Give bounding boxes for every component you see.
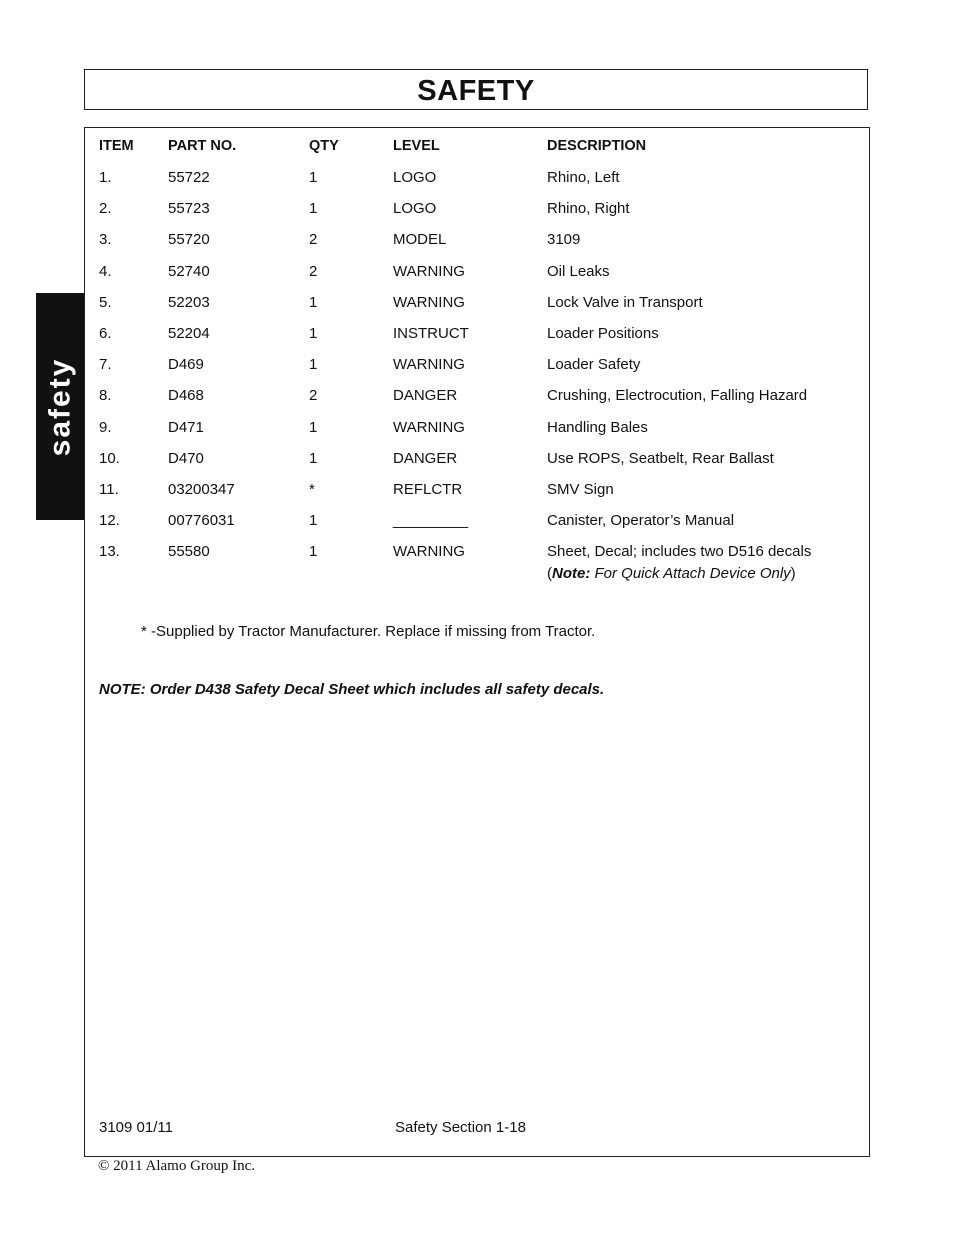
header-item: ITEM [99,138,134,154]
cell-part-no: D468 [168,387,204,405]
cell-item: 2. [99,200,112,218]
cell-part-no: 55722 [168,169,210,186]
cell-qty: * [309,481,315,498]
cell-qty: 1 [309,325,318,342]
cell-description: 3109 [547,231,581,249]
cell-qty: 1 [309,293,318,311]
footer-model-date: 3109 01/11 [99,1119,173,1136]
table-row [85,387,869,407]
cell-item: 3. [99,231,112,249]
cell-item: 5. [99,293,112,311]
copyright: © 2011 Alamo Group Inc. [98,1158,256,1174]
note-close-paren: ) [790,565,796,582]
cell-item: 9. [99,418,112,436]
table-row [85,200,869,220]
cell-description: Lock Valve in Transport [547,293,703,311]
cell-description: Oil Leaks [547,262,610,280]
parts-content-box [84,127,870,1157]
header-qty: QTY [309,138,339,154]
cell-description: Loader Safety [547,356,641,374]
header-box [84,69,868,110]
cell-level: INSTRUCT [393,325,469,342]
header-part-no: PART NO. [168,138,237,154]
cell-description: Rhino, Right [547,200,630,218]
cell-item: 8. [99,387,112,405]
cell-level: WARNING [393,543,465,561]
table-header-row [85,138,869,158]
cell-part-no: 55720 [168,231,210,249]
order-note: NOTE: Order D438 Safety Decal Sheet which includes all safety decals. [99,681,605,698]
row-13-note [547,565,796,582]
cell-part-no: D470 [168,449,204,467]
cell-description: Crushing, Electrocution, Falling Hazard [547,387,808,405]
cell-item: 10. [99,449,120,467]
note-open-paren: ( [547,565,552,582]
cell-part-no: 00776031 [168,512,235,530]
cell-description: Rhino, Left [547,169,620,186]
cell-item: 4. [99,262,112,280]
cell-level: WARNING [393,418,465,436]
cell-part-no: 52204 [168,325,210,342]
cell-qty: 1 [309,418,318,436]
side-tab-label: safety [43,357,76,456]
cell-qty: 1 [309,449,318,467]
cell-part-no: 52740 [168,262,210,280]
cell-part-no: D469 [168,356,204,374]
cell-item: 7. [99,356,112,374]
cell-item: 13. [99,543,120,561]
table-row [85,263,869,283]
cell-qty: 1 [309,169,318,186]
cell-description: Loader Positions [547,325,659,342]
cell-level: LOGO [393,169,437,186]
table-row [85,231,869,251]
header-level: LEVEL [393,138,440,154]
cell-item: 1. [99,169,112,186]
table-row [85,294,869,314]
table-row [85,419,869,439]
cell-level: WARNING [393,356,465,374]
section-side-tab [36,293,84,520]
cell-qty: 1 [309,512,318,530]
cell-part-no: 52203 [168,293,210,311]
note-label: Note: [552,565,591,582]
cell-part-no: 55723 [168,200,210,218]
table-row [85,450,869,470]
cell-level: LOGO [393,200,437,218]
cell-qty: 2 [309,262,318,280]
table-row [85,356,869,376]
cell-level: MODEL [393,231,447,249]
cell-qty: 2 [309,231,318,249]
table-row [85,543,869,563]
table-row [85,512,869,532]
cell-item: 12. [99,512,120,530]
table-row [85,481,869,501]
table-row [85,325,869,345]
cell-description: Handling Bales [547,418,648,436]
cell-qty: 1 [309,356,318,374]
cell-item: 6. [99,325,112,342]
cell-item: 11. [99,481,119,498]
cell-level: WARNING [393,293,465,311]
cell-part-no: D471 [168,418,204,436]
cell-level: _________ [393,512,469,530]
cell-description: Sheet, Decal; includes two D516 decals [547,543,812,561]
cell-description: Canister, Operator’s Manual [547,512,735,530]
cell-qty: 1 [309,543,318,561]
cell-part-no: 55580 [168,543,210,561]
header-description: DESCRIPTION [547,138,647,154]
cell-qty: 1 [309,200,318,218]
cell-level: DANGER [393,387,458,405]
cell-level: DANGER [393,449,458,467]
cell-level: REFLCTR [393,481,463,498]
cell-description: Use ROPS, Seatbelt, Rear Ballast [547,449,774,467]
cell-qty: 2 [309,387,318,405]
page-title: SAFETY [417,75,535,107]
table-row [85,169,869,189]
cell-part-no: 03200347 [168,481,235,498]
footer-section-page: Safety Section 1-18 [395,1119,526,1136]
cell-level: WARNING [393,262,465,280]
note-text: For Quick Attach Device Only [590,565,791,582]
supplier-footnote: * -Supplied by Tractor Manufacturer. Replace if missing from Tractor. [141,623,596,640]
cell-description: SMV Sign [547,481,614,498]
